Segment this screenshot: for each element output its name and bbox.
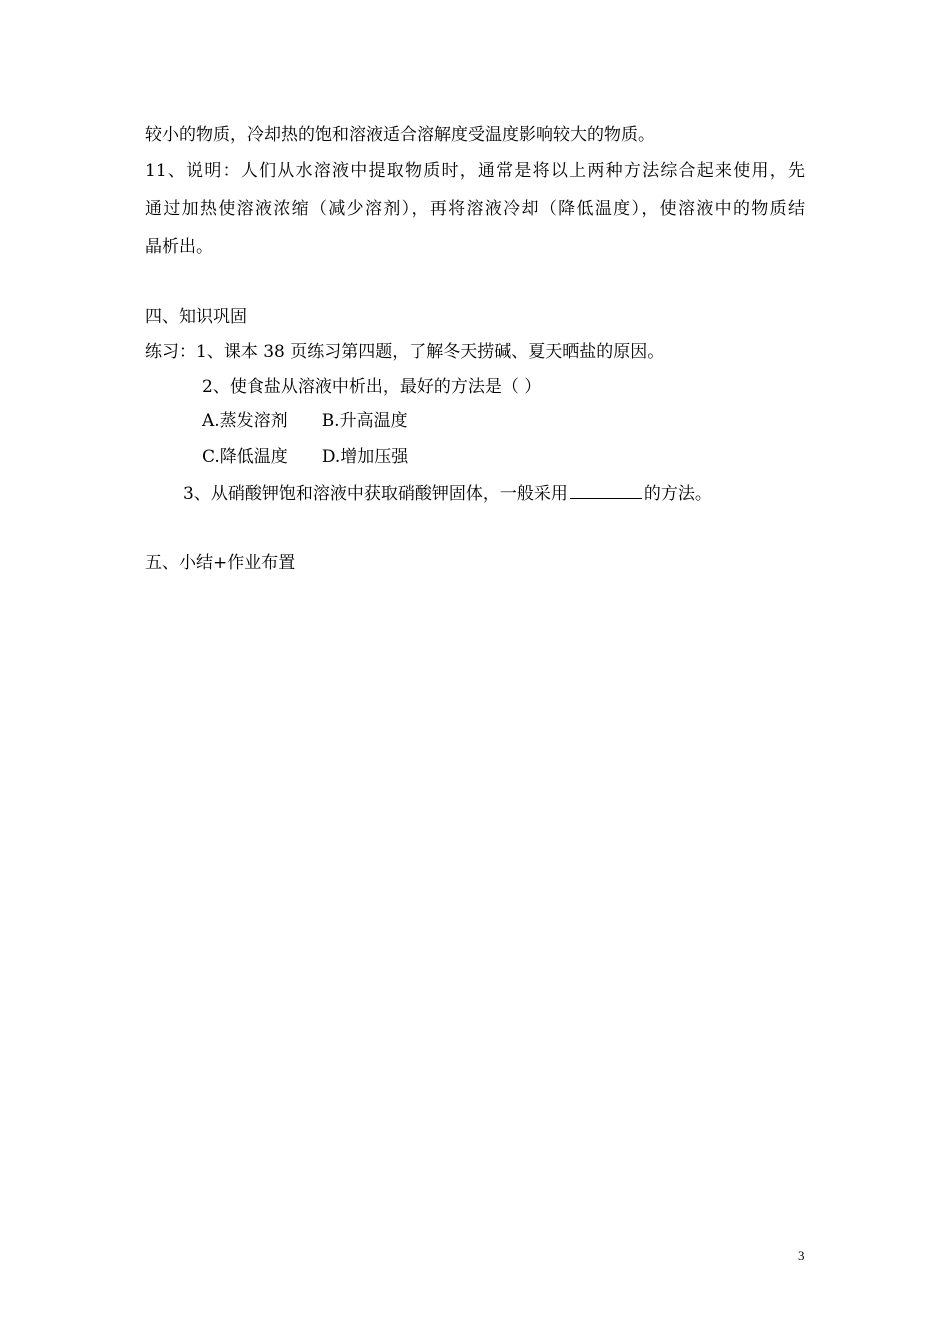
options-row-2 bbox=[202, 446, 408, 468]
exercise-3 bbox=[183, 482, 712, 505]
option-b: B.升高温度 bbox=[321, 411, 408, 431]
section-4-heading: 四、知识巩固 bbox=[145, 307, 247, 327]
exercise-3-suffix: 的方法。 bbox=[643, 484, 712, 504]
exercise-3-text: 3、从硝酸钾饱和溶液中获取硝酸钾固体，一般采用 bbox=[183, 484, 568, 504]
page-number: 3 bbox=[798, 1248, 805, 1263]
exercise-2: 2、使食盐从溶液中析出，最好的方法是（ ） bbox=[202, 377, 542, 397]
exercise-1: 练习：1、课本 38 页练习第四题，了解冬天捞碱、夏天晒盐的原因。 bbox=[145, 342, 665, 362]
option-a: A.蒸发溶剂 bbox=[202, 411, 288, 431]
option-d: D.增加压强 bbox=[321, 447, 409, 467]
item-11-line-2: 通过加热使溶液浓缩（减少溶剂），再将溶液冷却（降低温度），使溶液中的物质结 bbox=[145, 199, 805, 219]
section-5-heading: 五、小结+作业布置 bbox=[145, 553, 296, 573]
item-11-line-3: 晶析出。 bbox=[145, 237, 213, 257]
paragraph-continuation: 较小的物质，冷却热的饱和溶液适合溶解度受温度影响较大的物质。 bbox=[145, 125, 655, 145]
options-row-1 bbox=[202, 410, 408, 432]
answer-blank bbox=[570, 482, 642, 499]
option-c: C.降低温度 bbox=[202, 447, 288, 467]
item-11-line-1: 11、说明：人们从水溶液中提取物质时，通常是将以上两种方法综合起来使用，先 bbox=[145, 161, 805, 181]
